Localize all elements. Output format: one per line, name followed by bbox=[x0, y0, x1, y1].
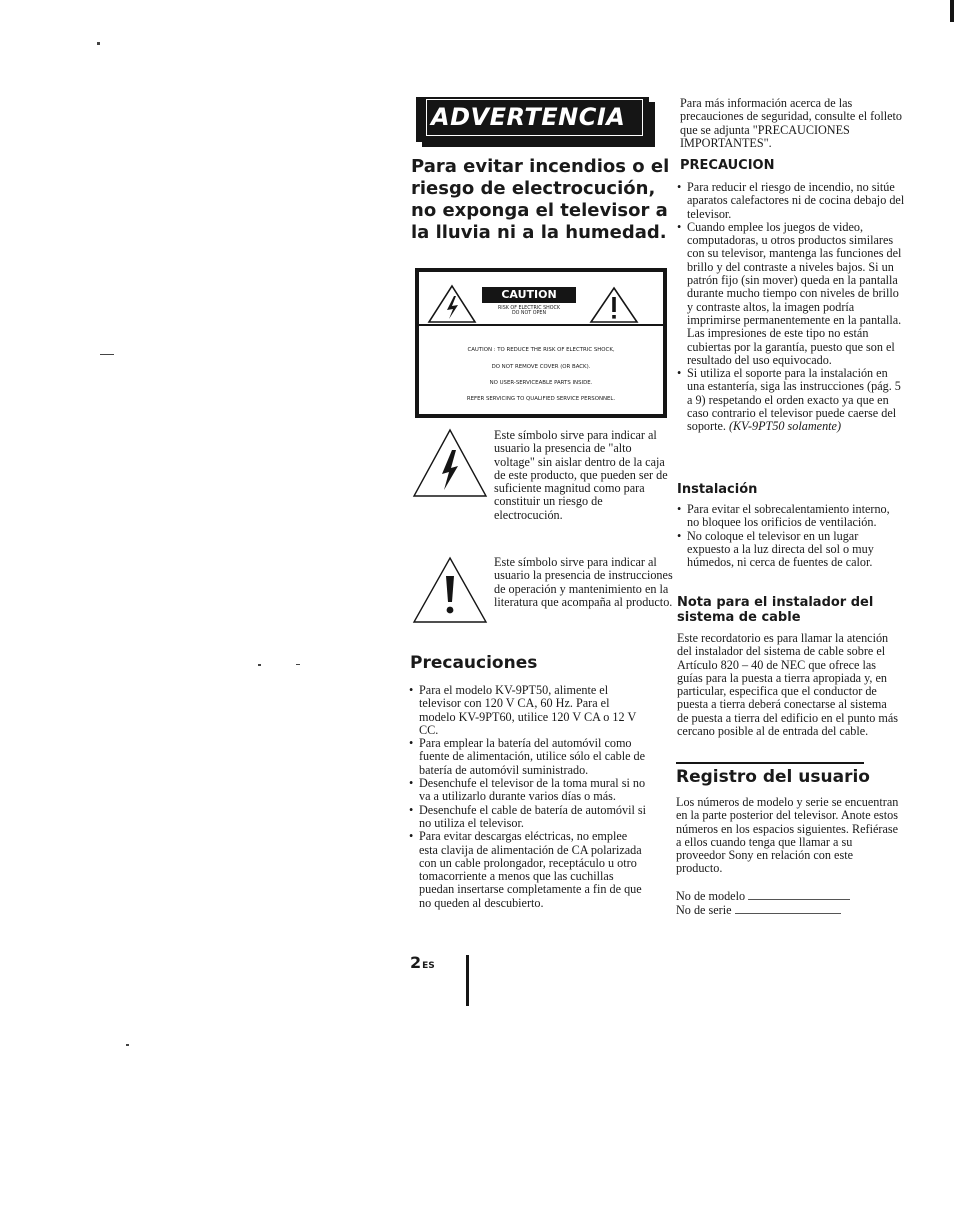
list-item: • Cuando emplee los juegos de video, computadoras, u otros productos similares con su televisor, mantenga las funciones del brillo y del contraste a niveles bajos. Si un patrón fijo (sin mover) queda en la pantalla durante mucho tiempo con niveles de brillo y contraste altos, la imagen podría imprimirse permanentemente en la pantalla. Las impresiones de este tipo no están cubiertas por la garantía, puesto que son el resultado del uso equivocado. bbox=[677, 221, 905, 367]
caution-subtitle: DO NOT OPEN bbox=[511, 311, 547, 316]
caution-label-inner bbox=[419, 272, 663, 414]
intro-paragraph: Para más información acerca de las precauciones de seguridad, consulte el folleto que se adjunta "PRECAUCIONES IMPORTANTES". bbox=[680, 96, 902, 150]
model-number-label: No de modelo bbox=[676, 889, 746, 903]
caution-text-line: DO NOT REMOVE COVER (OR BACK). bbox=[491, 364, 591, 370]
serial-number-blank bbox=[735, 903, 841, 914]
page-number-suffix: ES bbox=[422, 961, 435, 971]
page-rule bbox=[466, 955, 469, 1006]
list-item: • Para reducir el riesgo de incendio, no sitúe aparatos calefactores ni de cocina debajo del televisor. bbox=[677, 181, 905, 221]
caution-text-line: CAUTION : TO REDUCE THE RISK OF ELECTRIC SHOCK, bbox=[467, 347, 615, 353]
precauciones-heading: Precauciones bbox=[410, 653, 538, 673]
advertencia-banner bbox=[416, 97, 649, 142]
list-item: • Para el modelo KV-9PT50, alimente el televisor con 120 V CA, 60 Hz. Para el modelo KV-9PT60, utilice 120 V CA o 12 V CC. bbox=[409, 684, 649, 737]
nota-heading: Nota para el instalador del sistema de cable bbox=[677, 595, 874, 625]
page-number bbox=[410, 953, 435, 972]
list-item: • Desenchufe el televisor de la toma mural si no va a utilizarlo durante varios días o más. bbox=[409, 777, 649, 804]
speck bbox=[126, 1044, 129, 1046]
precaucion-heading: PRECAUCION bbox=[680, 158, 775, 173]
lightning-triangle-icon bbox=[427, 284, 477, 324]
list-item: • Para emplear la batería del automóvil como fuente de alimentación, utilice sólo el cable de batería de automóvil suministrado. bbox=[409, 737, 649, 777]
registro-heading: Registro del usuario bbox=[676, 767, 870, 787]
speck bbox=[258, 664, 261, 666]
caution-label-box bbox=[415, 268, 667, 418]
instalacion-list bbox=[677, 503, 903, 569]
exclamation-triangle-icon bbox=[589, 286, 639, 324]
speck bbox=[97, 42, 100, 45]
page-number-value: 2 bbox=[410, 953, 422, 972]
caution-subtitle: RISK OF ELECTRIC SHOCK bbox=[497, 306, 561, 311]
model-number-blank bbox=[748, 889, 850, 900]
corner-mark bbox=[950, 0, 954, 22]
list-item bbox=[677, 367, 905, 433]
exclamation-symbol-icon bbox=[412, 556, 488, 624]
lightning-symbol-icon bbox=[412, 428, 488, 498]
caution-text-line: REFER SERVICING TO QUALIFIED SERVICE PERSONNEL. bbox=[466, 396, 616, 402]
exclamation-symbol-description: Este símbolo sirve para indicar al usuario la presencia de instrucciones de operación y mantenimiento en la literatura que acompaña al producto. bbox=[494, 555, 673, 609]
list-item-text: Si utiliza el soporte para la instalación en una estantería, siga las instrucciones (pág. 5 a 9) respetando el orden exacto ya que en caso contrario el televisor puede caerse del soporte. bbox=[687, 366, 901, 434]
list-item: • Para evitar descargas eléctricas, no emplee esta clavija de alimentación de CA polarizada con un cable prolongador, receptáculo u otro tomacorriente a menos que las cuchillas puedan insertarse completamente a fin de que no queden al descubierto. bbox=[409, 830, 649, 910]
list-item: • No coloque el televisor en un lugar expuesto a la luz directa del sol o muy húmedos, ni cerca de fuentes de calor. bbox=[677, 530, 903, 570]
registro-paragraph: Los números de modelo y serie se encuentran en la parte posterior del televisor. Anote estos números en los espacios siguientes. Refiérase a ellos cuando tenga que llamar a su proveedor Sony en relación con este producto. bbox=[676, 795, 899, 876]
speck bbox=[296, 664, 300, 665]
caution-title: CAUTION bbox=[482, 287, 576, 303]
list-item: • Desenchufe el cable de batería de automóvil si no utiliza el televisor. bbox=[409, 804, 649, 831]
advertencia-title: ADVERTENCIA bbox=[426, 99, 643, 136]
lightning-symbol-description: Este símbolo sirve para indicar al usuario la presencia de "alto voltage" sin aislar dentro de la caja de este producto, que pueden ser de suficiente magnitud como para constituir un riesgo de electrocución. bbox=[494, 428, 668, 522]
model-number-row bbox=[676, 889, 850, 903]
nota-paragraph: Este recordatorio es para llamar la atención del instalador del sistema de cable sobre el Artículo 820 – 40 de NEC que ofrece las guías para la puesta a tierra apropiada y, en particular, especifica que el conductor de puesta a tierra deberá conectarse al sistema de puesta a tierra del edificio en el punto más cercano posible al de entrada del cable. bbox=[677, 631, 898, 739]
registro-rule bbox=[676, 762, 864, 764]
list-item: • Para evitar el sobrecalentamiento interno, no bloquee los orificios de ventilación. bbox=[677, 503, 903, 530]
speck bbox=[100, 354, 114, 355]
model-note: (KV-9PT50 solamente) bbox=[728, 419, 842, 434]
instalacion-heading: Instalación bbox=[677, 482, 758, 497]
precaucion-list bbox=[677, 181, 905, 434]
serial-number-row bbox=[676, 903, 841, 917]
caution-text-line: NO USER-SERVICEABLE PARTS INSIDE. bbox=[489, 380, 593, 386]
precauciones-list bbox=[409, 684, 649, 910]
caution-divider bbox=[419, 324, 663, 326]
warning-heading: Para evitar incendios o el riesgo de electrocución, no exponga el televisor a la lluvia ni a la humedad. bbox=[411, 156, 670, 243]
serial-number-label: No de serie bbox=[676, 903, 732, 917]
